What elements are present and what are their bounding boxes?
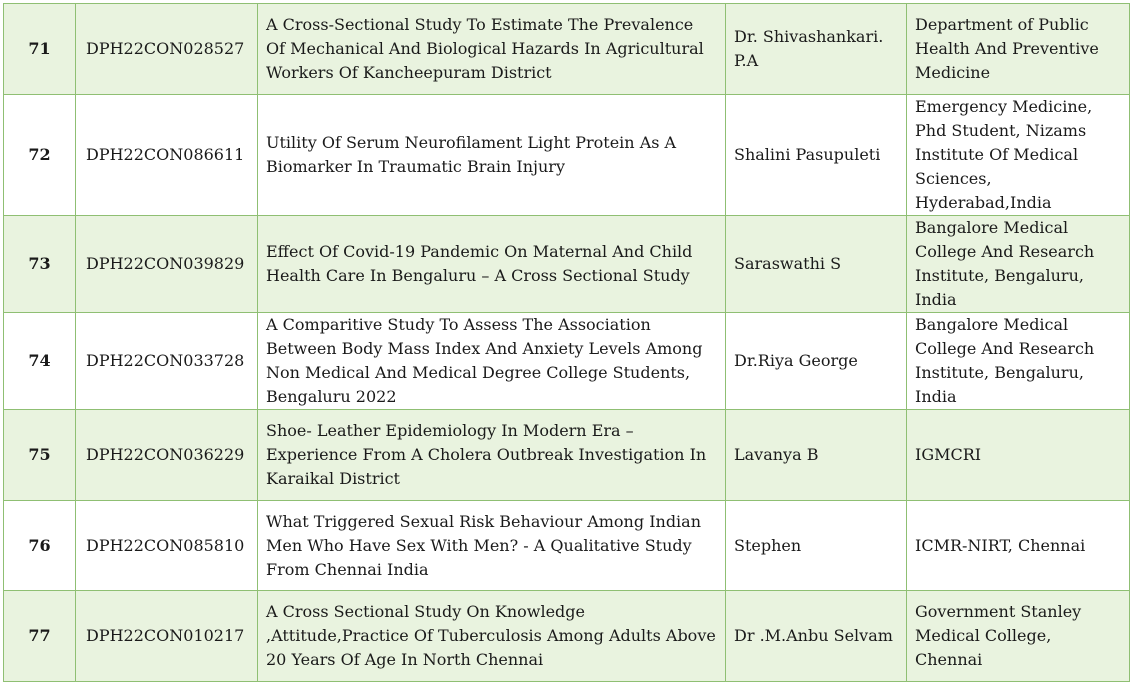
table-row [4, 501, 1130, 591]
table-row [4, 95, 1130, 216]
serial-number: 76 [4, 501, 76, 591]
abstract-title: Utility Of Serum Neurofilament Light Protein As A Biomarker In Traumatic Brain Injury [258, 95, 726, 216]
author-name: Lavanya B [726, 410, 907, 501]
institution: Emergency Medicine, Phd Student, Nizams Institute Of Medical Sciences, Hyderabad,India [907, 95, 1130, 216]
author-name: Saraswathi S [726, 216, 907, 313]
abstract-title: A Cross Sectional Study On Knowledge ,Attitude,Practice Of Tuberculosis Among Adults Above 20 Years Of Age In North Chennai [258, 591, 726, 682]
institution: Government Stanley Medical College, Chennai [907, 591, 1130, 682]
abstract-title: Shoe- Leather Epidemiology In Modern Era – Experience From A Cholera Outbreak Investigation In Karaikal District [258, 410, 726, 501]
table-row [4, 410, 1130, 501]
author-name: Dr.Riya George [726, 313, 907, 410]
serial-number: 77 [4, 591, 76, 682]
institution: Department of Public Health And Preventive Medicine [907, 4, 1130, 95]
serial-number: 75 [4, 410, 76, 501]
serial-number: 73 [4, 216, 76, 313]
institution: ICMR-NIRT, Chennai [907, 501, 1130, 591]
table-row [4, 4, 1130, 95]
abstract-title: Effect Of Covid-19 Pandemic On Maternal And Child Health Care In Bengaluru – A Cross Sectional Study [258, 216, 726, 313]
author-name: Dr. Shivashankari. P.A [726, 4, 907, 95]
abstract-id: DPH22CON036229 [76, 410, 258, 501]
table-row [4, 216, 1130, 313]
abstract-id: DPH22CON028527 [76, 4, 258, 95]
abstracts-table [3, 3, 1130, 682]
institution: Bangalore Medical College And Research Institute, Bengaluru, India [907, 313, 1130, 410]
serial-number: 72 [4, 95, 76, 216]
author-name: Dr .M.Anbu Selvam [726, 591, 907, 682]
abstract-title: A Comparitive Study To Assess The Association Between Body Mass Index And Anxiety Levels Among Non Medical And Medical Degree College Students, Bengaluru 2022 [258, 313, 726, 410]
abstract-id: DPH22CON085810 [76, 501, 258, 591]
serial-number: 71 [4, 4, 76, 95]
abstract-id: DPH22CON086611 [76, 95, 258, 216]
abstract-title: What Triggered Sexual Risk Behaviour Among Indian Men Who Have Sex With Men? - A Qualitative Study From Chennai India [258, 501, 726, 591]
abstract-id: DPH22CON033728 [76, 313, 258, 410]
abstract-title: A Cross-Sectional Study To Estimate The Prevalence Of Mechanical And Biological Hazards In Agricultural Workers Of Kancheepuram District [258, 4, 726, 95]
author-name: Stephen [726, 501, 907, 591]
institution: Bangalore Medical College And Research Institute, Bengaluru, India [907, 216, 1130, 313]
abstract-id: DPH22CON010217 [76, 591, 258, 682]
institution: IGMCRI [907, 410, 1130, 501]
serial-number: 74 [4, 313, 76, 410]
author-name: Shalini Pasupuleti [726, 95, 907, 216]
abstract-id: DPH22CON039829 [76, 216, 258, 313]
table-row [4, 591, 1130, 682]
table-row [4, 313, 1130, 410]
